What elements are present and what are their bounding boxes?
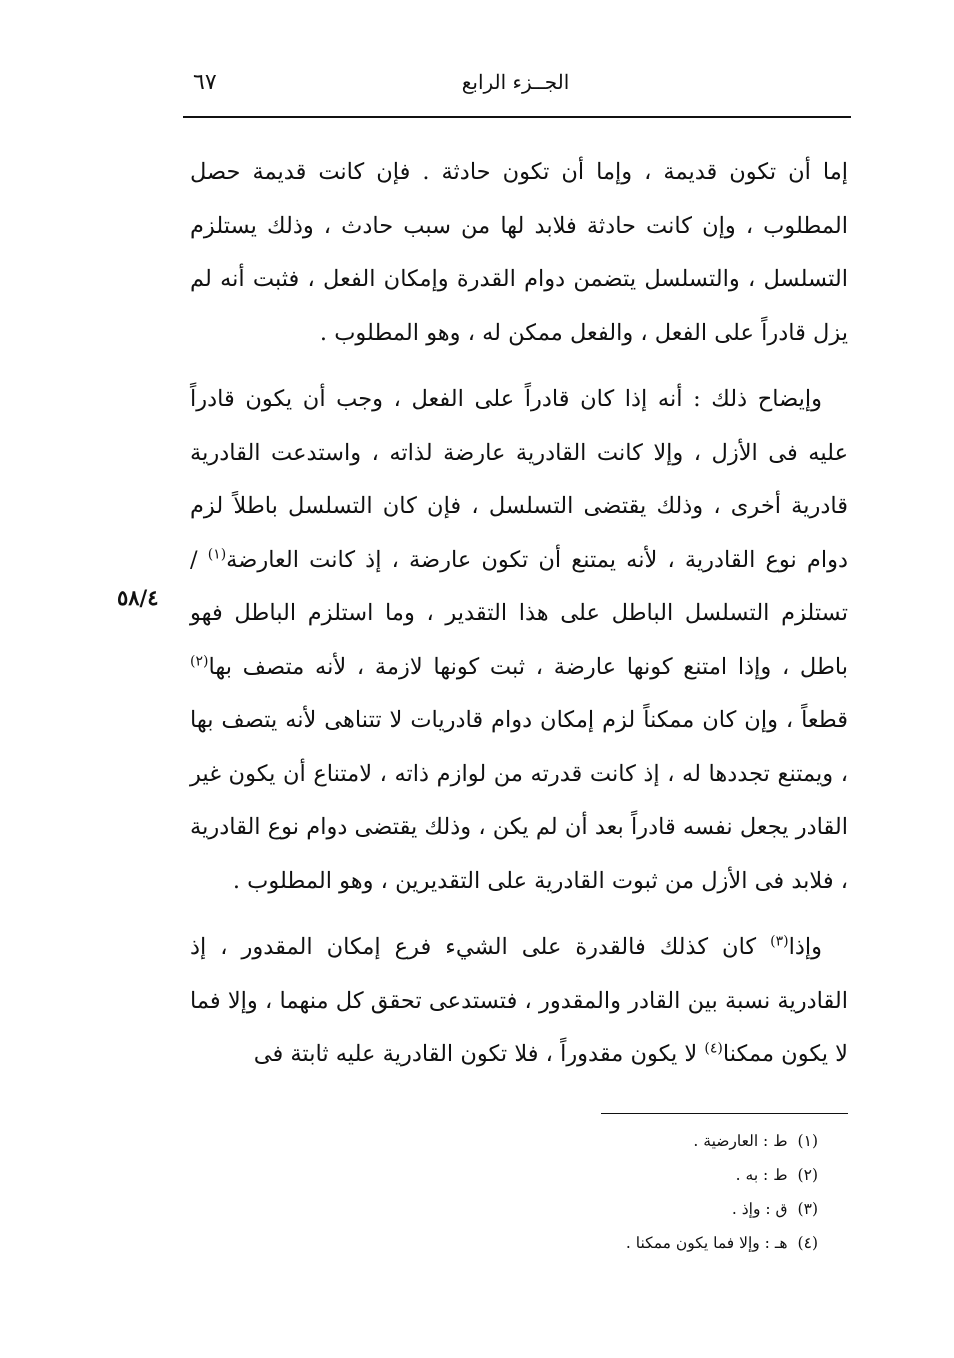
page-header xyxy=(183,70,848,102)
main-text xyxy=(190,146,848,1082)
footnote-ref-1: (١) xyxy=(207,546,227,562)
footnotes xyxy=(450,1124,818,1260)
footnote-rule xyxy=(601,1113,848,1114)
paragraph-2-text-a: وإيضاح ذلك : أنه إذا كان قادراً على الفعل ، وجب أن يكون قادراً عليه فى الأزل ، وإلا كانت القادرية عارضة لذاته ، واستدعت القادرية قادرية أخرى ، وذلك يقتضى التسلسل ، فإن كان التسلسل باطلاً لزم دوام نوع القادرية ، لأنه يمتنع أن تكون عارضة ، إذ كانت العارضة xyxy=(190,386,848,573)
running-title: الجــزء الرابع xyxy=(461,70,570,94)
footnote-number: (٣) xyxy=(797,1200,818,1218)
paragraph-2-text-b: / تستلزم التسلسل الباطل على هذا التقدير ، وما استلزم الباطل فهو باطل ، وإذا امتنع كونها عارضة ، ثبت كونها لازمة ، لأنه متصف بها xyxy=(190,546,848,680)
margin-reference-note: ٥٨/٤ xyxy=(117,585,159,610)
footnote-ref-2: (٢) xyxy=(190,653,209,669)
header-rule xyxy=(183,116,851,118)
footnote-text: ط : به . xyxy=(735,1166,788,1184)
footnote-ref-4: (٤) xyxy=(704,1040,723,1057)
paragraph-3-text-b: كان كذلك فالقدرة على الشيء فرع إمكان المقدور ، إذ القادرية نسبة بين القادر والمقدور ، فتستدعى تحقق كل منهما ، وإلا فما لا يكون ممكنا xyxy=(190,934,848,1067)
footnote-item xyxy=(450,1192,818,1226)
paragraph-3 xyxy=(190,921,848,1082)
footnote-text: هـ : وإلا فما يكون ممكنا . xyxy=(625,1234,788,1252)
footnote-text: ق : وإذ . xyxy=(731,1200,788,1218)
paragraph-3-text-a: وإذا xyxy=(788,934,822,960)
footnote-number: (٢) xyxy=(797,1166,818,1184)
paragraph-2-text-c: قطعاً ، وإن كان ممكناً لزم إمكان دوام قادريات لا تتناهى لأنه يتصف بها ، ويمتنع تجددها له ، إذ كانت قدرته من لوازم ذاته ، لامتناع أن يكون غير القادر يجعل نفسه قادراً بعد أن لم يكن ، وذلك يقتضى دوام نوع القادرية ، فلابد فى الأزل من ثبوت القادرية على التقديرين ، وهو المطلوب . xyxy=(190,707,848,894)
footnote-ref-3: (٣) xyxy=(770,933,789,950)
footnote-item xyxy=(450,1158,818,1192)
paragraph-1 xyxy=(190,146,848,360)
footnote-number: (١) xyxy=(797,1132,818,1150)
page-number: ٦٧ xyxy=(193,70,217,95)
footnote-text: ط : العارضية . xyxy=(693,1132,788,1150)
footnote-item xyxy=(450,1124,818,1158)
footnote-number: (٤) xyxy=(797,1234,818,1252)
paragraph-1-text: إما أن تكون قديمة ، وإما أن تكون حادثة . فإن كانت قديمة حصل المطلوب ، وإن كانت حادثة فلابد لها من سبب حادث ، وذلك يستلزم التسلسل ، والتسلسل يتضمن دوام القدرة وإمكان الفعل ، فثبت أنه لم يزل قادراً على الفعل ، والفعل ممكن له ، وهو المطلوب . xyxy=(190,159,848,346)
paragraph-3-text-c: لا يكون مقدوراً ، فلا تكون القادرية عليه ثابتة فى xyxy=(253,1041,705,1067)
paragraph-2 xyxy=(190,373,848,908)
footnote-item xyxy=(450,1226,818,1260)
